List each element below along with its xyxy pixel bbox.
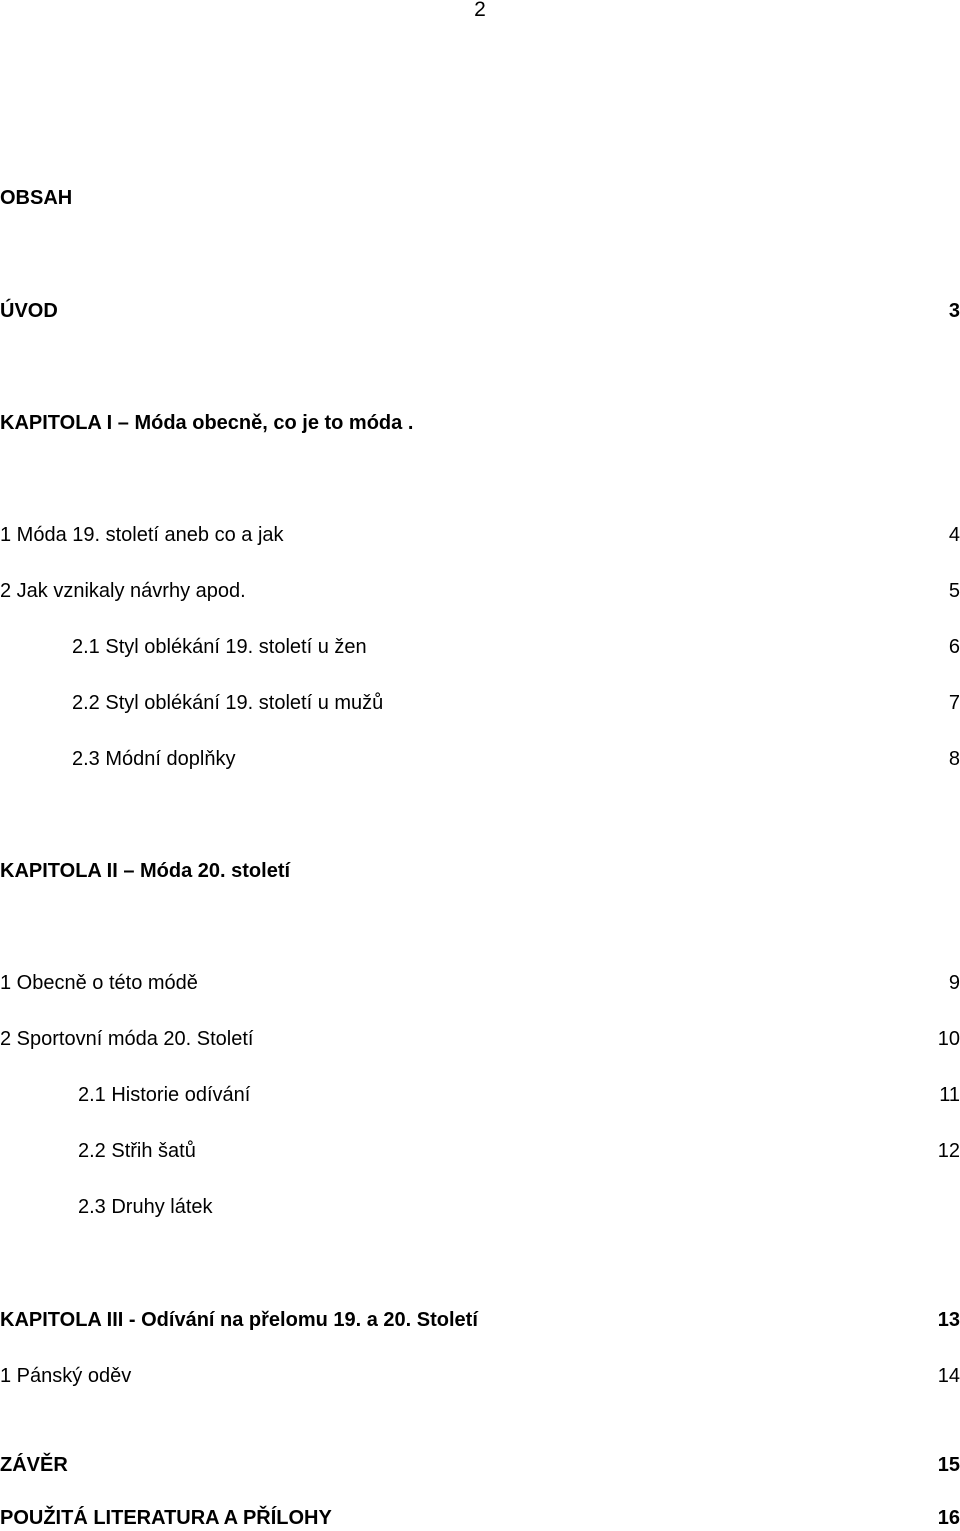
toc-entry-page: 14 (937, 1365, 960, 1387)
toc-entry-page: 7 (948, 692, 960, 714)
toc-entry-title: KAPITOLA III - Odívání na přelomu 19. a 20. Století (0, 1309, 478, 1331)
toc-heading: OBSAH (0, 187, 73, 209)
toc-entry-title: KAPITOLA II – Móda 20. století (0, 860, 291, 882)
page-number: 2 (474, 0, 486, 21)
toc-entry-page: 6 (948, 636, 960, 658)
toc-entry-page: 4 (948, 524, 960, 546)
toc-entry-uvod[interactable] (0, 298, 960, 324)
toc-entry-title: 2.1 Styl oblékání 19. století u žen (72, 636, 367, 658)
toc-entry-title: 2.3 Druhy látek (78, 1196, 213, 1218)
toc-entry-page: 9 (948, 972, 960, 994)
toc-entry-page: 13 (937, 1309, 960, 1331)
toc-entry-1-moda-19[interactable] (0, 522, 960, 548)
toc-entry-title: 2.2 Střih šatů (78, 1140, 196, 1162)
toc-entry-page: 5 (948, 580, 960, 602)
toc-entry-page: 15 (937, 1454, 960, 1476)
toc-entry-2-2-muzi[interactable] (0, 690, 960, 716)
toc-entry-page: 16 (937, 1507, 960, 1529)
toc-entry-kapitola-3[interactable] (0, 1307, 960, 1333)
toc-entry-2-1-zeny[interactable] (0, 634, 960, 660)
toc-entry-zaver[interactable] (0, 1452, 960, 1478)
toc-entry-1-pansky[interactable] (0, 1363, 960, 1389)
toc-entry-title: ZÁVĚR (0, 1454, 68, 1476)
toc-entry-title: POUŽITÁ LITERATURA A PŘÍLOHY (0, 1507, 332, 1529)
toc-entry-2-3-doplnky[interactable] (0, 746, 960, 772)
toc-entry-title: 1 Pánský oděv (0, 1365, 132, 1387)
toc-entry-kapitola-1[interactable] (0, 410, 960, 436)
toc-entry-page: 10 (937, 1028, 960, 1050)
toc-entry-2-1-historie[interactable] (0, 1082, 960, 1108)
toc-entry-title: 1 Móda 19. století aneb co a jak (0, 524, 284, 546)
toc-entry-title: 2 Jak vznikaly návrhy apod. (0, 580, 246, 602)
toc-entry-title: 1 Obecně o této módě (0, 972, 198, 994)
toc-entry-1-obecne[interactable] (0, 970, 960, 996)
toc-entry-2-2-strih[interactable] (0, 1138, 960, 1164)
toc-entry-2-sportovni[interactable] (0, 1026, 960, 1052)
toc-entry-page: 3 (948, 300, 960, 322)
toc-entry-title: KAPITOLA I – Móda obecně, co je to móda . (0, 412, 414, 434)
toc-entry-kapitola-2[interactable] (0, 858, 960, 884)
toc-entry-title: 2.3 Módní doplňky (72, 748, 236, 770)
toc-entry-title: 2.1 Historie odívání (78, 1084, 251, 1106)
toc-entry-page: 12 (937, 1140, 960, 1162)
toc-entry-title: 2 Sportovní móda 20. Století (0, 1028, 254, 1050)
toc-entry-2-navrhy[interactable] (0, 578, 960, 604)
toc-entry-title: 2.2 Styl oblékání 19. století u mužů (72, 692, 384, 714)
toc-entry-page: 8 (948, 748, 960, 770)
toc-entry-page: 11 (939, 1084, 960, 1106)
toc-entry-title: ÚVOD (0, 300, 58, 322)
toc-entry-2-3-latky[interactable] (0, 1194, 960, 1220)
toc-entry-literatura[interactable] (0, 1505, 960, 1531)
